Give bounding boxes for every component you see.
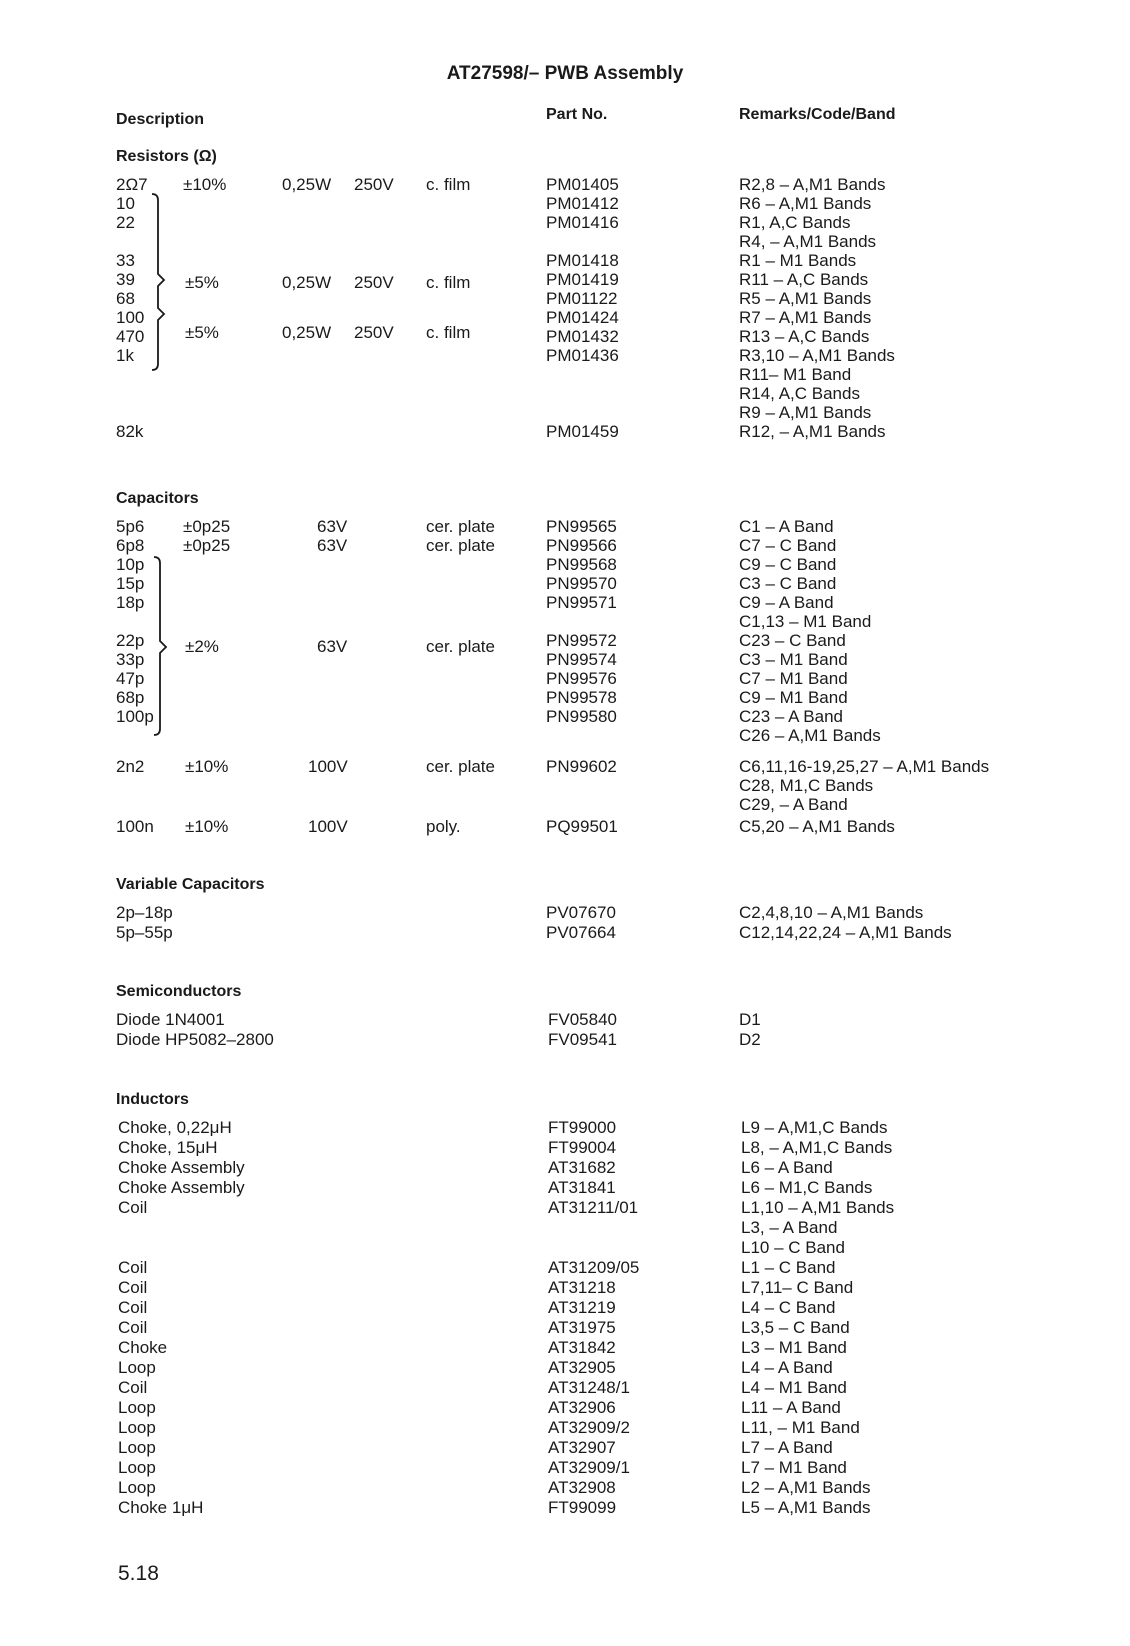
capacitor-value: 15p [116, 574, 145, 593]
part-number: PV07670 [546, 903, 616, 922]
section-inductors-heading: Inductors [116, 1091, 189, 1108]
part-number: FV09541 [548, 1030, 617, 1049]
remark: C12,14,22,24 – A,M1 Bands [739, 923, 952, 942]
variable-capacitor-desc: 5p–55p [116, 923, 173, 942]
part-number: PN99578 [546, 688, 617, 707]
remark: C29, – A Band [739, 795, 848, 814]
inductor-desc: Loop [118, 1458, 156, 1477]
remark: R12, – A,M1 Bands [739, 422, 886, 441]
remark: L8, – A,M1,C Bands [741, 1138, 893, 1157]
inductor-desc: Coil [118, 1258, 148, 1277]
part-number: AT31248/1 [548, 1378, 630, 1397]
resistor-value: 100 [116, 308, 145, 327]
remark: R7 – A,M1 Bands [739, 308, 872, 327]
remark: R11 – A,C Bands [739, 270, 869, 289]
page-number: 5.18 [118, 1562, 159, 1585]
resistor-value: 10 [116, 194, 135, 213]
resistor-power: 0,25W [282, 273, 332, 292]
remark: L4 – C Band [741, 1298, 836, 1317]
section-semiconductors-heading: Semiconductors [116, 983, 242, 1000]
part-number: PN99565 [546, 517, 617, 536]
part-number: PN99566 [546, 536, 617, 555]
remark: D2 [739, 1030, 761, 1049]
page-title: AT27598/– PWB Assembly [446, 63, 684, 84]
capacitor-value: 2n2 [116, 757, 145, 776]
capacitor-voltage: 63V [317, 517, 348, 536]
part-number: PM01436 [546, 346, 619, 365]
capacitor-tolerance: ±10% [185, 817, 229, 836]
remark: L3,5 – C Band [741, 1318, 850, 1337]
resistor-type: c. film [426, 175, 471, 194]
capacitor-value: 10p [116, 555, 145, 574]
part-number: PN99572 [546, 631, 617, 650]
part-number: PN99576 [546, 669, 617, 688]
capacitor-value: 68p [116, 688, 145, 707]
part-number: AT31211/01 [548, 1198, 639, 1217]
resistor-value: 2Ω7 [116, 175, 148, 194]
part-number: AT31218 [548, 1278, 616, 1297]
capacitor-bracket [152, 555, 178, 739]
remark: R9 – A,M1 Bands [739, 403, 872, 422]
remark: C2,4,8,10 – A,M1 Bands [739, 903, 924, 922]
remark: L7 – A Band [741, 1438, 833, 1457]
remark: C9 – M1 Band [739, 688, 848, 707]
remark: R1 – M1 Bands [739, 251, 857, 270]
remark: L6 – A Band [741, 1158, 833, 1177]
remark: C23 – C Band [739, 631, 846, 650]
remark: C7 – M1 Band [739, 669, 848, 688]
remark: R2,8 – A,M1 Bands [739, 175, 886, 194]
header-part-no: Part No. [546, 106, 608, 123]
inductor-desc: Coil [118, 1378, 148, 1397]
inductor-desc: Choke, 0,22μH [118, 1118, 232, 1137]
capacitor-type: cer. plate [426, 637, 495, 656]
resistor-voltage: 250V [354, 273, 394, 292]
inductor-desc: Choke, 15μH [118, 1138, 218, 1157]
capacitor-tolerance: ±10% [185, 757, 229, 776]
capacitor-voltage: 100V [308, 817, 348, 836]
remark: L3, – A Band [741, 1218, 838, 1237]
inductor-desc: Choke [118, 1338, 168, 1357]
remark: L6 – M1,C Bands [741, 1178, 873, 1197]
capacitor-type: cer. plate [426, 517, 495, 536]
capacitor-voltage: 100V [308, 757, 348, 776]
remark: C7 – C Band [739, 536, 837, 555]
remark: R1, A,C Bands [739, 213, 851, 232]
inductor-desc: Coil [118, 1298, 148, 1317]
part-number: AT32906 [548, 1398, 616, 1417]
resistor-type: c. film [426, 273, 471, 292]
inductor-desc: Choke 1μH [118, 1498, 204, 1517]
inductor-desc: Coil [118, 1318, 148, 1337]
capacitor-type: cer. plate [426, 757, 495, 776]
part-number: PM01424 [546, 308, 619, 327]
resistor-power: 0,25W [282, 323, 332, 342]
capacitor-value: 18p [116, 593, 145, 612]
remark: L1,10 – A,M1 Bands [741, 1198, 895, 1217]
part-number: AT31841 [548, 1178, 616, 1197]
part-number: PN99570 [546, 574, 617, 593]
resistor-value: 1k [116, 346, 134, 365]
remark: L3 – M1 Band [741, 1338, 847, 1357]
remark: R5 – A,M1 Bands [739, 289, 872, 308]
part-number: PN99574 [546, 650, 617, 669]
remark: R4, – A,M1 Bands [739, 232, 877, 251]
part-number: PQ99501 [546, 817, 618, 836]
part-number: PM01419 [546, 270, 619, 289]
capacitor-value: 100p [116, 707, 154, 726]
capacitor-value: 5p6 [116, 517, 145, 536]
part-number: AT32905 [548, 1358, 616, 1377]
part-number: PM01416 [546, 213, 619, 232]
resistor-value: 22 [116, 213, 135, 232]
semiconductor-desc: Diode HP5082–2800 [116, 1030, 274, 1049]
part-number: PN99580 [546, 707, 617, 726]
remark: R3,10 – A,M1 Bands [739, 346, 895, 365]
remark: C23 – A Band [739, 707, 843, 726]
part-number: AT31219 [548, 1298, 616, 1317]
header-description: Description [116, 111, 205, 128]
remark: L4 – A Band [741, 1358, 833, 1377]
remark: C28, M1,C Bands [739, 776, 874, 795]
remark: L7 – M1 Band [741, 1458, 847, 1477]
part-number: PM01432 [546, 327, 619, 346]
inductor-desc: Choke Assembly [118, 1158, 245, 1177]
capacitor-voltage: 63V [317, 637, 348, 656]
part-number: AT32907 [548, 1438, 616, 1457]
remark: C6,11,16-19,25,27 – A,M1 Bands [739, 757, 990, 776]
part-number: FT99099 [548, 1498, 617, 1517]
remark: L11, – M1 Band [741, 1418, 860, 1437]
remark: L4 – M1 Band [741, 1378, 847, 1397]
part-number: AT32908 [548, 1478, 616, 1497]
capacitor-tolerance: ±2% [185, 637, 219, 656]
remark: L5 – A,M1 Bands [741, 1498, 871, 1517]
remark: C1,13 – M1 Band [739, 612, 872, 631]
remark: L2 – A,M1 Bands [741, 1478, 871, 1497]
resistor-power: 0,25W [282, 175, 332, 194]
part-number: AT32909/1 [548, 1458, 630, 1477]
capacitor-value: 33p [116, 650, 145, 669]
inductor-desc: Loop [118, 1438, 156, 1457]
capacitor-voltage: 63V [317, 536, 348, 555]
resistor-tolerance: ±5% [185, 273, 219, 292]
part-number: FT99000 [548, 1118, 617, 1137]
part-number: PN99568 [546, 555, 617, 574]
capacitor-value: 6p8 [116, 536, 145, 555]
inductor-desc: Loop [118, 1358, 156, 1377]
resistor-bracket [148, 192, 178, 374]
resistor-value: 470 [116, 327, 145, 346]
part-number: PN99571 [546, 593, 617, 612]
remark: R13 – A,C Bands [739, 327, 870, 346]
remark: R11– M1 Band [739, 365, 852, 384]
part-number: PM01412 [546, 194, 619, 213]
part-number: PM01405 [546, 175, 619, 194]
remark: C1 – A Band [739, 517, 834, 536]
remark: R14, A,C Bands [739, 384, 860, 403]
resistor-value: 82k [116, 422, 144, 441]
resistor-value: 39 [116, 270, 135, 289]
inductor-desc: Coil [118, 1198, 148, 1217]
part-number: PV07664 [546, 923, 616, 942]
capacitor-type: poly. [426, 817, 461, 836]
section-resistors-heading: Resistors (Ω) [116, 148, 217, 165]
remark: C9 – A Band [739, 593, 834, 612]
part-number: AT31682 [548, 1158, 616, 1177]
part-number: AT31209/05 [548, 1258, 640, 1277]
header-remarks: Remarks/Code/Band [739, 106, 896, 123]
remark: L7,11– C Band [741, 1278, 854, 1297]
remark: L1 – C Band [741, 1258, 836, 1277]
capacitor-type: cer. plate [426, 536, 495, 555]
variable-capacitor-desc: 2p–18p [116, 903, 173, 922]
inductor-desc: Loop [118, 1398, 156, 1417]
remark: L10 – C Band [741, 1238, 845, 1257]
resistor-type: c. film [426, 323, 471, 342]
remark: L9 – A,M1,C Bands [741, 1118, 888, 1137]
section-variable-capacitors-heading: Variable Capacitors [116, 876, 265, 893]
part-number: FV05840 [548, 1010, 617, 1029]
resistor-tolerance: ±10% [183, 175, 227, 194]
remark: C9 – C Band [739, 555, 837, 574]
capacitor-tolerance: ±0p25 [183, 536, 231, 555]
remark: C5,20 – A,M1 Bands [739, 817, 895, 836]
capacitor-tolerance: ±0p25 [183, 517, 231, 536]
remark: C3 – C Band [739, 574, 837, 593]
inductor-desc: Loop [118, 1418, 156, 1437]
capacitor-value: 47p [116, 669, 145, 688]
resistor-tolerance: ±5% [185, 323, 219, 342]
capacitor-value: 100n [116, 817, 154, 836]
part-number: AT31842 [548, 1338, 616, 1357]
semiconductor-desc: Diode 1N4001 [116, 1010, 225, 1029]
inductor-desc: Loop [118, 1478, 156, 1497]
resistor-value: 68 [116, 289, 135, 308]
part-number: PM01418 [546, 251, 619, 270]
resistor-voltage: 250V [354, 323, 394, 342]
inductor-desc: Coil [118, 1278, 148, 1297]
capacitor-value: 22p [116, 631, 145, 650]
part-number: AT31975 [548, 1318, 616, 1337]
remark: C3 – M1 Band [739, 650, 848, 669]
remark: R6 – A,M1 Bands [739, 194, 872, 213]
section-capacitors-heading: Capacitors [116, 490, 199, 507]
resistor-voltage: 250V [354, 175, 394, 194]
part-number: AT32909/2 [548, 1418, 630, 1437]
remark: C26 – A,M1 Bands [739, 726, 881, 745]
part-number: PN99602 [546, 757, 617, 776]
remark: L11 – A Band [741, 1398, 841, 1417]
part-number: FT99004 [548, 1138, 617, 1157]
part-number: PM01122 [546, 289, 618, 308]
inductor-desc: Choke Assembly [118, 1178, 245, 1197]
part-number: PM01459 [546, 422, 619, 441]
resistor-value: 33 [116, 251, 135, 270]
remark: D1 [739, 1010, 761, 1029]
